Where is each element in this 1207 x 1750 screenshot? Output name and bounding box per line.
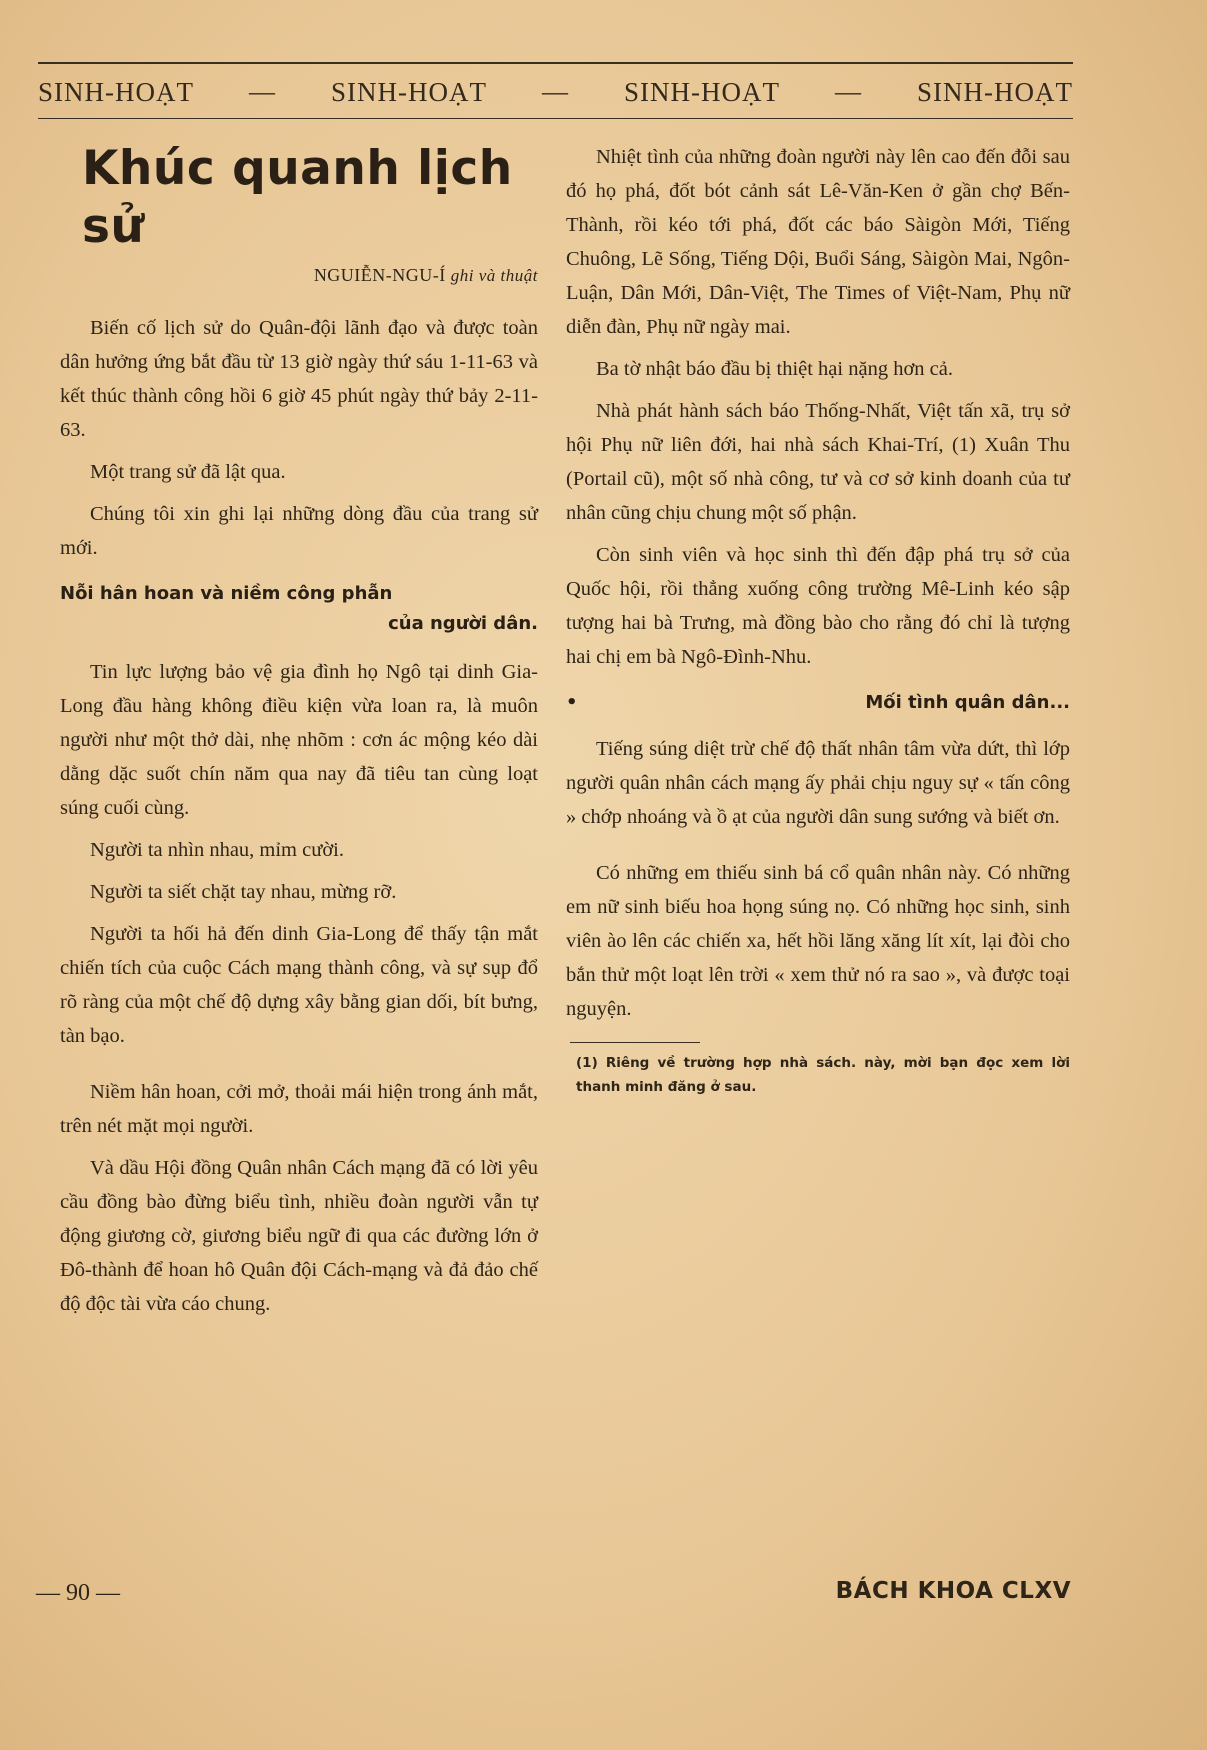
running-head-dash: — — [834, 77, 862, 106]
section-heading — [566, 688, 1070, 718]
section-heading-line: của người dân. — [388, 613, 538, 634]
paragraph: Biến cố lịch sử do Quân-đội lãnh đạo và được toàn dân hưởng ứng bắt đầu từ 13 giờ ngày thứ sáu 1-11-63 và kết thúc thành công hồi 6 giờ 45 phút ngày thứ bảy 2-11-63. — [60, 317, 538, 441]
byline — [60, 258, 538, 293]
running-head-item: SINH-HOẠT — [916, 76, 1073, 107]
running-head — [38, 70, 1073, 114]
paragraph: Nhà phát hành sách báo Thống-Nhất, Việt tấn xã, trụ sở hội Phụ nữ liên đới, hai nhà sách Khai-Trí, (1) Xuân Thu (Portail cũ), một số nhà công, tư và cơ sở kinh doanh của tư nhân cũng chịu chung một số phận. — [566, 400, 1070, 524]
paragraph: Niềm hân hoan, cởi mở, thoải mái hiện trong ánh mắt, trên nét mặt mọi người. — [60, 1081, 538, 1137]
paragraph: Và dầu Hội đồng Quân nhân Cách mạng đã có lời yêu cầu đồng bào đừng biểu tình, nhiều đoàn người vẫn tự động giương cờ, giương biểu ngữ đi qua các đường lớn ở Đô-thành để hoan hô Quân đội Cách-mạng và đả đảo chế độ độc tài vừa cáo chung. — [60, 1157, 538, 1315]
article-title: Khúc quanh lịch sử — [82, 141, 513, 254]
section-heading-text: Mối tình quân dân... — [865, 692, 1070, 713]
running-head-item: SINH-HOẠT — [38, 76, 194, 107]
byline-note: ghi và thuật — [450, 266, 538, 285]
left-column — [60, 140, 538, 1329]
paragraph: Còn sinh viên và học sinh thì đến đập phá trụ sở của Quốc hội, rồi thẳng xuống công trường Mê-Linh kéo sập tượng hai bà Trưng, mà đồng bào cho rằng đó chỉ là tượng hai chị em bà Ngô-Đình-Nhu. — [566, 544, 1070, 668]
running-head-item: SINH-HOẠT — [330, 76, 487, 107]
magazine-issue: BÁCH KHOA CLXV — [835, 1578, 1071, 1604]
section-heading — [60, 579, 538, 639]
section-heading-line: Nỗi hân hoan và niềm công phẫn — [60, 583, 393, 604]
paragraph: Người ta nhìn nhau, mỉm cười. — [90, 839, 344, 861]
footnote: (1) Riêng về trường hợp nhà sách. này, mời bạn đọc xem lời thanh minh đăng ở sau. — [576, 1055, 1070, 1095]
paragraph: Có những em thiếu sinh bá cổ quân nhân này. Có những em nữ sinh biếu hoa họng súng nọ. Có những học sinh, sinh viên ào lên các chiến xa, hết hồi lăng xăng lít xít, lại đòi cho bắn thử một loạt lên trời « xem thử nó ra sao », và được toại nguyện. — [566, 862, 1070, 1020]
footnote-rule — [570, 1042, 700, 1043]
bullet-icon: • — [566, 692, 578, 713]
paragraph: Ba tờ nhật báo đầu bị thiệt hại nặng hơn cả. — [596, 358, 953, 380]
right-column — [566, 140, 1070, 1099]
running-head-item: SINH-HOẠT — [623, 76, 780, 107]
top-rule — [38, 62, 1073, 64]
paragraph: Tiếng súng diệt trừ chế độ thất nhân tâm vừa dứt, thì lớp người quân nhân cách mạng ấy phải chịu nguy sự « tấn công » chớp nhoáng và ồ ạt của người dân sung sướng và biết ơn. — [566, 738, 1070, 828]
paragraph: Người ta hối hả đến dinh Gia-Long để thấy tận mắt chiến tích của cuộc Cách mạng thành công, và sự sụp đổ rõ ràng của một chế độ dựng xây bằng gian dối, bít bưng, tàn bạo. — [60, 923, 538, 1047]
paragraph: Một trang sử đã lật qua. — [90, 461, 286, 483]
paragraph: Chúng tôi xin ghi lại những dòng đầu của trang sử mới. — [60, 503, 538, 559]
paragraph: Nhiệt tình của những đoàn người này lên cao đến đỗi sau đó họ phá, đốt bót cảnh sát Lê-Văn-Ken ở gần chợ Bến-Thành, rồi kéo tới phá, đốt các báo Sàigòn Mới, Tiếng Chuông, Lẽ Sống, Tiếng Dội, Buổi Sáng, Sàigòn Mai, Ngôn-Luận, Dân Mới, Dân-Việt, The Times of Việt-Nam, Phụ nữ diễn đàn, Phụ nữ ngày mai. — [566, 146, 1070, 338]
header-rule — [38, 118, 1073, 119]
running-head-dash: — — [248, 77, 276, 106]
spacer — [60, 1061, 538, 1075]
running-head-dash: — — [541, 77, 569, 106]
spacer — [566, 842, 1070, 856]
paragraph: Tin lực lượng bảo vệ gia đình họ Ngô tại dinh Gia-Long đầu hàng không điều kiện vừa loan ra, là muôn người như một thở dài, nhẹ nhõm : cơn ác mộng kéo dài dằng dặc suốt chín năm qua nay đã tiêu tan cùng loạt súng cuối cùng. — [60, 661, 538, 819]
byline-author: NGUIỄN-NGU-Í — [313, 265, 446, 285]
page-number: — 90 — — [36, 1580, 120, 1606]
paragraph: Người ta siết chặt tay nhau, mừng rỡ. — [90, 881, 397, 903]
